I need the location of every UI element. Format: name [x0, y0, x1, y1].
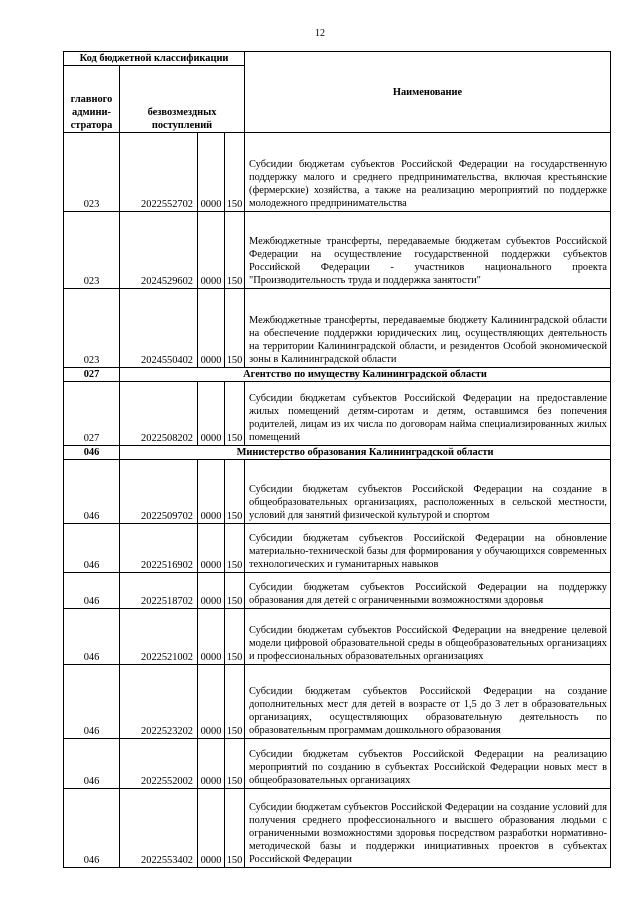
admin-code-cell: 046: [64, 524, 120, 573]
revenue-code-cell: 2022521002: [120, 609, 198, 665]
revenue-code-cell: 2022516902: [120, 524, 198, 573]
program-code-cell: 0000: [198, 133, 225, 212]
section-admin-code: 027: [64, 368, 120, 382]
section-title: Агентство по имуществу Калининградской области: [120, 368, 611, 382]
revenue-code-cell: 2024529602: [120, 212, 198, 289]
econ-code-cell: 150: [225, 789, 245, 868]
table-row: [64, 289, 611, 368]
program-code-cell: 0000: [198, 460, 225, 524]
table-row: [64, 665, 611, 739]
table-row: [64, 133, 611, 212]
table-row: [64, 460, 611, 524]
program-code-cell: 0000: [198, 789, 225, 868]
section-admin-code: 046: [64, 446, 120, 460]
revenue-code-cell: 2022552002: [120, 739, 198, 789]
name-cell: Субсидии бюджетам субъектов Российской Федерации на обновление материально-технической базы для формирования у обучающихся современных технологических и гуманитарных навыков: [245, 524, 611, 573]
econ-code-cell: 150: [225, 460, 245, 524]
revenue-code-cell: 2022553402: [120, 789, 198, 868]
admin-code-cell: 046: [64, 789, 120, 868]
name-cell: Субсидии бюджетам субъектов Российской Федерации на поддержку образования для детей с ограниченными возможностями здоровья: [245, 573, 611, 609]
program-code-cell: 0000: [198, 382, 225, 446]
budget-code-group-header: Код бюджетной классификации: [64, 52, 245, 66]
section-title: Министерство образования Калининградской области: [120, 446, 611, 460]
econ-code-cell: 150: [225, 609, 245, 665]
econ-code-cell: 150: [225, 133, 245, 212]
econ-code-cell: 150: [225, 524, 245, 573]
program-code-cell: 0000: [198, 524, 225, 573]
revenue-code-cell: 2022509702: [120, 460, 198, 524]
revenue-code-cell: 2024550402: [120, 289, 198, 368]
budget-classification-table: [63, 51, 611, 868]
revenue-code-cell: 2022523202: [120, 665, 198, 739]
econ-code-cell: 150: [225, 665, 245, 739]
program-code-cell: 0000: [198, 573, 225, 609]
admin-code-cell: 046: [64, 573, 120, 609]
admin-code-cell: 027: [64, 382, 120, 446]
table-row: [64, 573, 611, 609]
name-cell: Субсидии бюджетам субъектов Российской Федерации на внедрение целевой модели цифровой образовательной среды в общеобразовательных организациях и профессиональных образовательных организациях: [245, 609, 611, 665]
admin-column-header: главного админи-стратора: [64, 66, 120, 133]
program-code-cell: 0000: [198, 609, 225, 665]
admin-code-cell: 046: [64, 609, 120, 665]
program-code-cell: 0000: [198, 289, 225, 368]
program-code-cell: 0000: [198, 739, 225, 789]
admin-code-cell: 046: [64, 739, 120, 789]
name-column-header: Наименование: [245, 52, 611, 133]
econ-code-cell: 150: [225, 212, 245, 289]
econ-code-cell: 150: [225, 573, 245, 609]
name-cell: Субсидии бюджетам субъектов Российской Федерации на создание в общеобразовательных организациях, расположенных в сельской местности, условий для занятий физической культурой и спортом: [245, 460, 611, 524]
name-cell: Субсидии бюджетам субъектов Российской Федерации на создание дополнительных мест для детей в возрасте от 1,5 до 3 лет в образовательных организациях, осуществляющих образовательную деятельность по образовательным программам дошкольного образования: [245, 665, 611, 739]
table-row: [64, 212, 611, 289]
table-row: [64, 789, 611, 868]
table-row: [64, 524, 611, 573]
name-cell: Межбюджетные трансферты, передаваемые бюджету Калининградской области на обеспечение поддержки юридических лиц, осуществляющих деятельность на территории Калининградской области, и резидентов Особой экономической зоны в Калининградской области: [245, 289, 611, 368]
section-row: [64, 446, 611, 460]
admin-code-cell: 023: [64, 133, 120, 212]
admin-code-cell: 023: [64, 289, 120, 368]
revenue-code-cell: 2022518702: [120, 573, 198, 609]
name-cell: Субсидии бюджетам субъектов Российской Федерации на реализацию мероприятий по созданию в субъектах Российской Федерации новых мест в общеобразовательных организациях: [245, 739, 611, 789]
program-code-cell: 0000: [198, 212, 225, 289]
name-cell: Межбюджетные трансферты, передаваемые бюджетам субъектов Российской Федерации на осуществление государственной поддержки субъектов Российской Федерации - участников национального проекта "Производительность труда и поддержка занятости": [245, 212, 611, 289]
program-code-cell: 0000: [198, 665, 225, 739]
econ-code-cell: 150: [225, 382, 245, 446]
econ-code-cell: 150: [225, 739, 245, 789]
table-row: [64, 739, 611, 789]
section-row: [64, 368, 611, 382]
admin-code-cell: 046: [64, 460, 120, 524]
admin-code-cell: 046: [64, 665, 120, 739]
revenue-code-cell: 2022552702: [120, 133, 198, 212]
revenue-column-header: безвозмездных поступлений: [120, 66, 245, 133]
page-number: 12: [315, 28, 325, 39]
name-cell: Субсидии бюджетам субъектов Российской Федерации на государственную поддержку малого и среднего предпринимательства, включая крестьянские (фермерские) хозяйства, а также на реализацию мероприятий по поддержке молодежного предпринимательства: [245, 133, 611, 212]
name-cell: Субсидии бюджетам субъектов Российской Федерации на создание условий для получения среднего профессионального и высшего образования людьми с ограниченными возможностями здоровья посредством разработки нормативно-методической базы и поддержки инициативных проектов в субъектах Российской Федерации: [245, 789, 611, 868]
table-row: [64, 382, 611, 446]
name-cell: Субсидии бюджетам субъектов Российской Федерации на предоставление жилых помещений детям-сиротам и детям, оставшимся без попечения родителей, лицам из их числа по договорам найма специализированных жилых помещений: [245, 382, 611, 446]
table-row: [64, 609, 611, 665]
admin-code-cell: 023: [64, 212, 120, 289]
econ-code-cell: 150: [225, 289, 245, 368]
revenue-code-cell: 2022508202: [120, 382, 198, 446]
